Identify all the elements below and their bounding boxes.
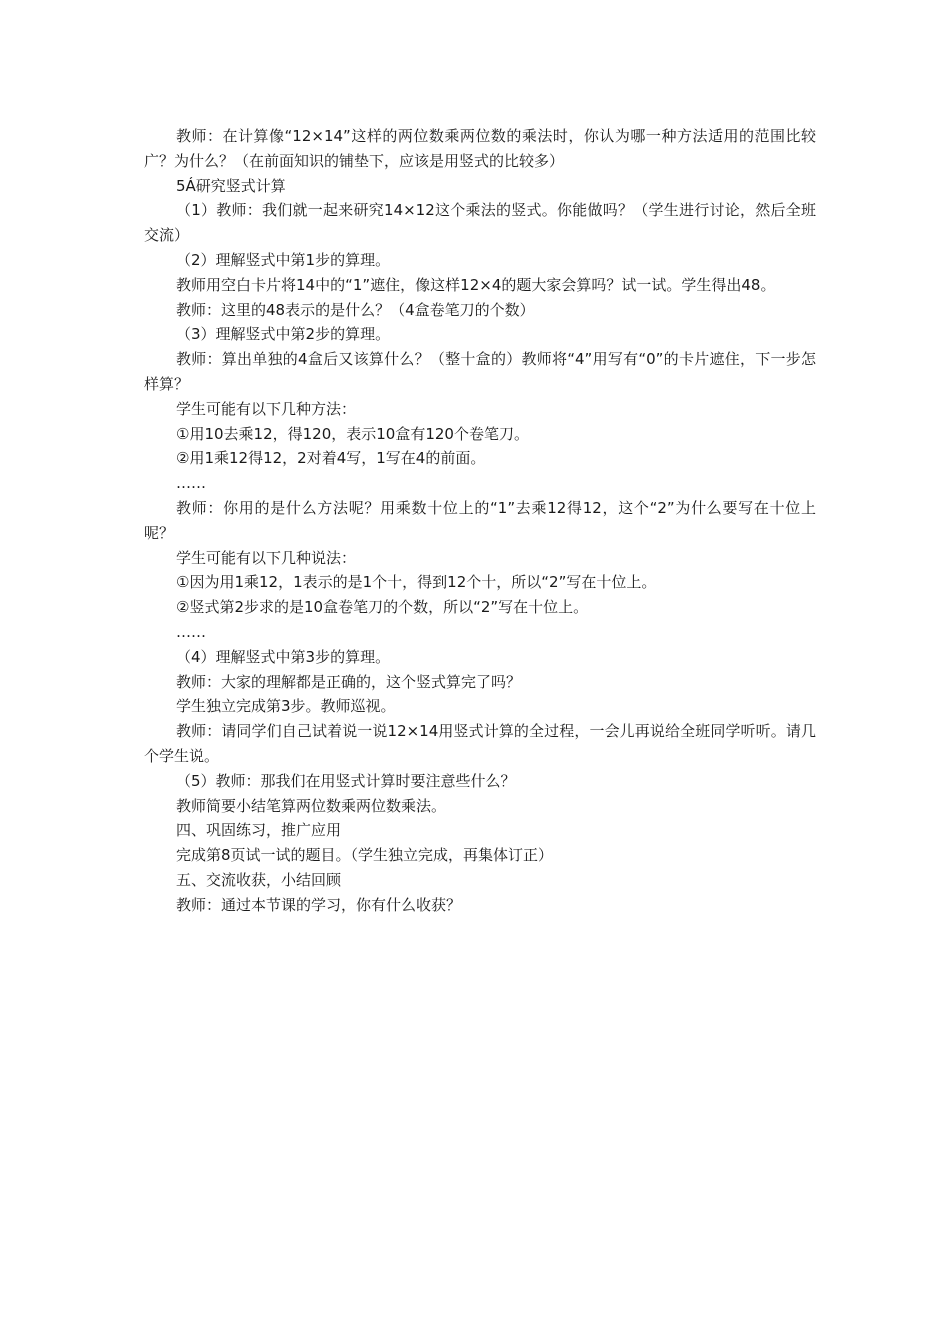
paragraph-8: 教师：算出单独的4盒后又该算什么？（整十盒的）教师将“4”用写有“0”的卡片遮住，下一步怎样算？ [144, 350, 816, 393]
paragraph-10: ①用10去乘12，得120，表示10盒有120个卷笔刀。 [176, 424, 529, 443]
section-heading-5: 五、交流收获，小结回顾 [176, 870, 342, 889]
paragraph-3: （1）教师：我们就一起来研究14×12这个乘法的竖式。你能做吗？（学生进行讨论，然后全班交流） [144, 201, 816, 245]
paragraph-14: 学生可能有以下几种说法： [176, 548, 357, 567]
paragraph-1: 教师：在计算像“12×14”这样的两位数乘两位数的乘法时，你认为哪一种方法适用的范围比较广？为什么？（在前面知识的铺垫下，应该是用竖式的比较多） [144, 127, 816, 170]
paragraph-16: ②竖式第2步求的是10盒卷笔刀的个数，所以“2”写在十位上。 [176, 598, 589, 617]
paragraph-27: 教师：通过本节课的学习，你有什么收获？ [176, 895, 462, 914]
paragraph-17: …… [176, 622, 206, 641]
paragraph-6: 教师：这里的48表示的是什么？（4盒卷笔刀的个数） [176, 300, 535, 319]
paragraph-21: 教师：请同学们自己试着说一说12×14用竖式计算的全过程，一会儿再说给全班同学听听。请几个学生说。 [144, 722, 816, 765]
paragraph-11: ②用1乘12得12，2对着4写，1写在4的前面。 [176, 449, 486, 468]
paragraph-7: （3）理解竖式中第2步的算理。 [176, 325, 391, 344]
section-heading-4: 四、巩固练习，推广应用 [176, 821, 342, 840]
paragraph-9: 学生可能有以下几种方法： [176, 399, 357, 418]
paragraph-23: 教师简要小结笔算两位数乘两位数乘法。 [176, 796, 447, 815]
paragraph-19: 教师：大家的理解都是正确的，这个竖式算完了吗？ [176, 672, 522, 691]
paragraph-22: （5）教师：那我们在用竖式计算时要注意些什么？ [176, 771, 516, 790]
paragraph-20: 学生独立完成第3步。教师巡视。 [176, 697, 396, 716]
paragraph-4: （2）理解竖式中第1步的算理。 [176, 250, 391, 269]
document-body [144, 124, 816, 918]
paragraph-15: ①因为用1乘12，1表示的是1个十，得到12个十，所以“2”写在十位上。 [176, 573, 657, 592]
paragraph-2: 5Á研究竖式计算 [176, 176, 286, 195]
paragraph-5: 教师用空白卡片将14中的“1”遮住，像这样12×4的题大家会算吗？试一试。学生得出48。 [176, 275, 776, 294]
paragraph-25: 完成第8页试一试的题目。（学生独立完成，再集体订正） [176, 846, 554, 865]
paragraph-13: 教师：你用的是什么方法呢？用乘数十位上的“1”去乘12得12，这个“2”为什么要写在十位上呢？ [144, 498, 816, 542]
paragraph-18: （4）理解竖式中第3步的算理。 [176, 647, 391, 666]
paragraph-12: …… [176, 474, 206, 493]
